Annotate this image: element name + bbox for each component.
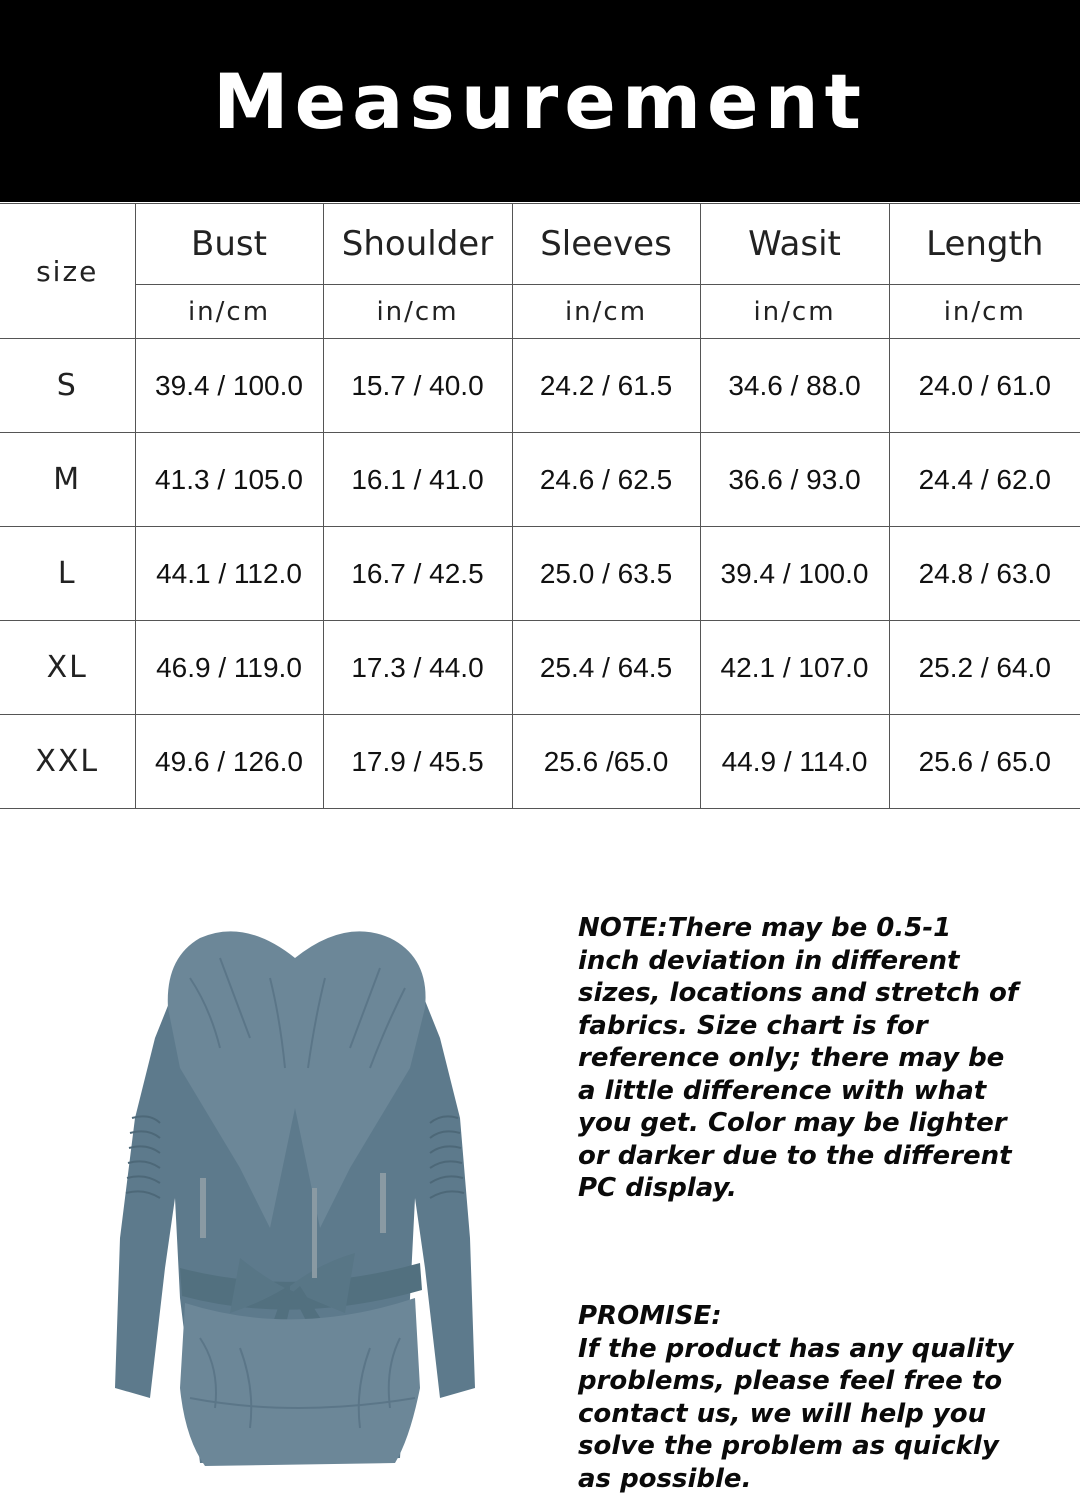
note-line: sizes, locations and stretch of	[578, 978, 1019, 1008]
promise-line: contact us, we will help you	[578, 1398, 987, 1429]
table-cell: 24.0 / 61.0	[889, 339, 1080, 433]
table-cell: 24.4 / 62.0	[889, 433, 1080, 527]
table-cell: 25.2 / 64.0	[889, 621, 1080, 715]
table-row	[0, 621, 1080, 715]
table-cell: 17.9 / 45.5	[323, 715, 512, 809]
table-cell: 39.4 / 100.0	[135, 339, 323, 433]
table-cell: 24.2 / 61.5	[512, 339, 700, 433]
column-header-bust: Bust	[135, 204, 323, 285]
size-chart-table	[0, 203, 1080, 809]
table-cell: 25.0 / 63.5	[512, 527, 700, 621]
table-cell: 44.1 / 112.0	[135, 527, 323, 621]
size-label: M	[0, 433, 135, 527]
promise-line: PROMISE:	[578, 1301, 722, 1331]
table-cell: 15.7 / 40.0	[323, 339, 512, 433]
column-header-shoulder: Shoulder	[323, 204, 512, 285]
table-cell: 34.6 / 88.0	[700, 339, 889, 433]
table-cell: 25.6 /65.0	[512, 715, 700, 809]
note-line: or darker due to the different	[578, 1140, 1012, 1171]
table-cell: 42.1 / 107.0	[700, 621, 889, 715]
table-cell: 16.1 / 41.0	[323, 433, 512, 527]
header-row	[0, 204, 1080, 285]
promise-line: solve the problem as quickly	[578, 1431, 999, 1461]
unit-label: in/cm	[323, 285, 512, 339]
column-header-sleeves: Sleeves	[512, 204, 700, 285]
note-line: inch deviation in different	[578, 945, 960, 976]
table-row	[0, 527, 1080, 621]
size-label: XXL	[0, 715, 135, 809]
note-text	[578, 912, 1048, 1205]
size-label: XL	[0, 621, 135, 715]
table-cell: 44.9 / 114.0	[700, 715, 889, 809]
table-cell: 25.4 / 64.5	[512, 621, 700, 715]
table-row	[0, 715, 1080, 809]
unit-label: in/cm	[512, 285, 700, 339]
unit-row	[0, 285, 1080, 339]
unit-label: in/cm	[700, 285, 889, 339]
size-label: S	[0, 339, 135, 433]
table-cell: 46.9 / 119.0	[135, 621, 323, 715]
note-line: reference only; there may be	[578, 1043, 1005, 1073]
table-cell: 41.3 / 105.0	[135, 433, 323, 527]
promise-text	[578, 1300, 1048, 1495]
column-header-length: Length	[889, 204, 1080, 285]
table-cell: 25.6 / 65.0	[889, 715, 1080, 809]
page-title: Measurement	[213, 56, 867, 146]
table-row	[0, 433, 1080, 527]
promise-line: as possible.	[578, 1463, 752, 1494]
size-label: L	[0, 527, 135, 621]
promise-line: problems, please feel free to	[578, 1366, 1003, 1396]
note-line: PC display.	[578, 1173, 737, 1203]
table-row	[0, 339, 1080, 433]
unit-label: in/cm	[889, 285, 1080, 339]
promise-line: If the product has any quality	[578, 1333, 1014, 1364]
size-column-header: size	[0, 204, 135, 339]
note-line: a little difference with what	[578, 1075, 987, 1106]
table-cell: 24.8 / 63.0	[889, 527, 1080, 621]
note-line: NOTE:There may be 0.5-1	[578, 913, 952, 943]
header-banner	[0, 0, 1080, 202]
table-cell: 36.6 / 93.0	[700, 433, 889, 527]
table-cell: 16.7 / 42.5	[323, 527, 512, 621]
table-cell: 24.6 / 62.5	[512, 433, 700, 527]
jacket-product-image	[80, 918, 510, 1490]
table-cell: 49.6 / 126.0	[135, 715, 323, 809]
column-header-waist: Wasit	[700, 204, 889, 285]
unit-label: in/cm	[135, 285, 323, 339]
note-line: fabrics. Size chart is for	[578, 1010, 928, 1041]
note-line: you get. Color may be lighter	[578, 1108, 1007, 1138]
table-cell: 17.3 / 44.0	[323, 621, 512, 715]
table-cell: 39.4 / 100.0	[700, 527, 889, 621]
